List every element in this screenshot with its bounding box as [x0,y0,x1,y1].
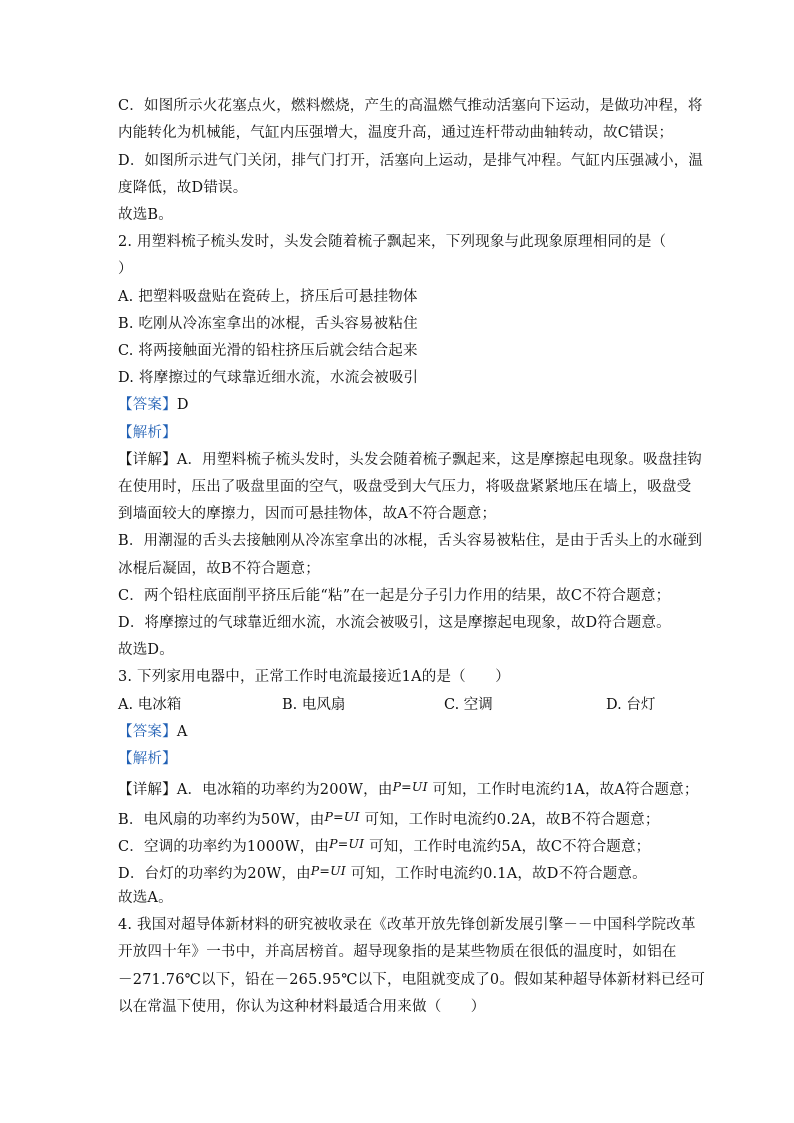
analysis-tag: 【解析】 [118,751,177,767]
explain-text: C．空调的功率约为1000W，由 [118,839,330,855]
q3-choose: 故选A。 [118,890,173,906]
q2-explain-5: 冰棍后凝固，故B不符合题意； [118,561,320,577]
q2-option-a: A. 把塑料吸盘贴在瓷砖上，挤压后可悬挂物体 [118,289,418,305]
answer-tag: 【答案】 [118,724,177,740]
q2-stem-line1: 2. 用塑料梳子梳头发时，头发会随着梳子飘起来，下列现象与此现象原理相同的是（ [118,234,667,250]
q2-answer [118,395,189,415]
detail-tag: 【详解】 [118,782,177,798]
explain-text: B．电风扇的功率约为50W，由 [118,812,325,828]
q3-explain-1 [118,777,699,800]
q2-explain-1 [118,450,702,470]
q4-stem-line3: －271.76℃以下，铅在－265.95℃以下，电阻就变成了0。假如某种超导体新材料已经可 [118,972,706,988]
formula-p-ui: P=UI [310,863,346,878]
explain-text: D．台灯的功率约为20W，由 [118,866,311,882]
q3-option-d: D. 台灯 [606,697,656,713]
formula-p-ui: P=UI [392,779,428,794]
q2-stem-line2: ） [118,261,133,277]
q2-choose: 故选D。 [118,642,174,658]
q3-option-a: A. 电冰箱 [118,697,182,713]
q4-stem-line4: 以在常温下使用，你认为这种材料最适合用来做（ ） [118,999,486,1015]
q1-option-d-line2: 度降低，故D错误。 [118,180,248,196]
q3-option-b: B. 电风扇 [282,697,346,713]
q3-stem: 3. 下列家用电器中，正常工作时电流最接近1A的是（ ） [118,669,510,685]
q1-choose: 故选B。 [118,207,173,223]
explain-text: A．电冰箱的功率约为200W，由 [176,782,393,798]
q1-option-c-line2: 内能转化为机械能，气缸内压强增大，温度升高，通过连杆带动曲轴转动，故C错误； [118,125,674,141]
q2-explain-6: C．两个铅柱底面削平挤压后能“粘”在一起是分子引力作用的结果，故C不符合题意； [118,588,671,604]
explain-text: 可知，工作时电流约5A，故C不符合题意； [369,839,651,855]
q2-explain-7: D．将摩擦过的气球靠近细水流，水流会被吸引，这是摩擦起电现象，故D符合题意。 [118,615,671,631]
formula-p-ui: P=UI [324,809,360,824]
q2-option-d: D. 将摩擦过的气球靠近细水流，水流会被吸引 [118,370,419,386]
q2-option-c: C. 将两接触面光滑的铅柱挤压后就会结合起来 [118,343,418,359]
q3-analysis-tag [118,749,177,769]
explain-text: 可知，工作时电流约0.2A，故B不符合题意； [364,812,660,828]
q2-option-b: B. 吃刚从冷冻室拿出的冰棍，舌头容易被粘住 [118,316,418,332]
q2-explain-2: 在使用时，压出了吸盘里面的空气，吸盘受到大气压力，将吸盘紧紧地压在墙上，吸盘受 [118,479,692,495]
q4-stem-line2: 开放四十年》一书中，并高居榜首。超导现象指的是某些物质在很低的温度时，如铝在 [118,944,677,960]
formula-p-ui: P=UI [329,836,365,851]
q2-explain-3: 到墙面较大的摩擦力，因而可悬挂物体，故A不符合题意； [118,506,497,522]
q4-stem-line1: 4. 我国对超导体新材料的研究被收录在《改革开放先锋创新发展引擎－－中国科学院改革 [118,917,696,933]
q1-option-c-line1: C．如图所示火花塞点火，燃料燃烧，产生的高温燃气推动活塞向下运动，是做功冲程，将 [118,98,703,114]
answer-value: A [176,724,188,740]
analysis-tag: 【解析】 [118,425,177,441]
q2-explain-4: B．用潮湿的舌头去接触刚从冷冻室拿出的冰棍，舌头容易被粘住，是由于舌头上的水碰到 [118,533,703,549]
answer-tag: 【答案】 [118,397,177,413]
detail-tag: 【详解】 [118,452,177,468]
q3-explain-4 [118,861,647,884]
q3-answer [118,722,187,742]
explain-text: 可知，工作时电流约0.1A，故D不符合题意。 [350,866,647,882]
q3-explain-2 [118,807,660,830]
q2-analysis-tag [118,423,177,443]
q3-option-c: C. 空调 [444,697,493,713]
q1-option-d-line1: D．如图所示进气门关闭，排气门打开，活塞向上运动，是排气冲程。气缸内压强减小，温 [118,153,704,169]
explain-text: 可知，工作时电流约1A，故A符合题意； [432,782,699,798]
explain-text: A．用塑料梳子梳头发时，头发会随着梳子飘起来，这是摩擦起电现象。吸盘挂钩 [176,452,702,468]
answer-value: D [176,397,189,413]
q3-explain-3 [118,834,650,857]
